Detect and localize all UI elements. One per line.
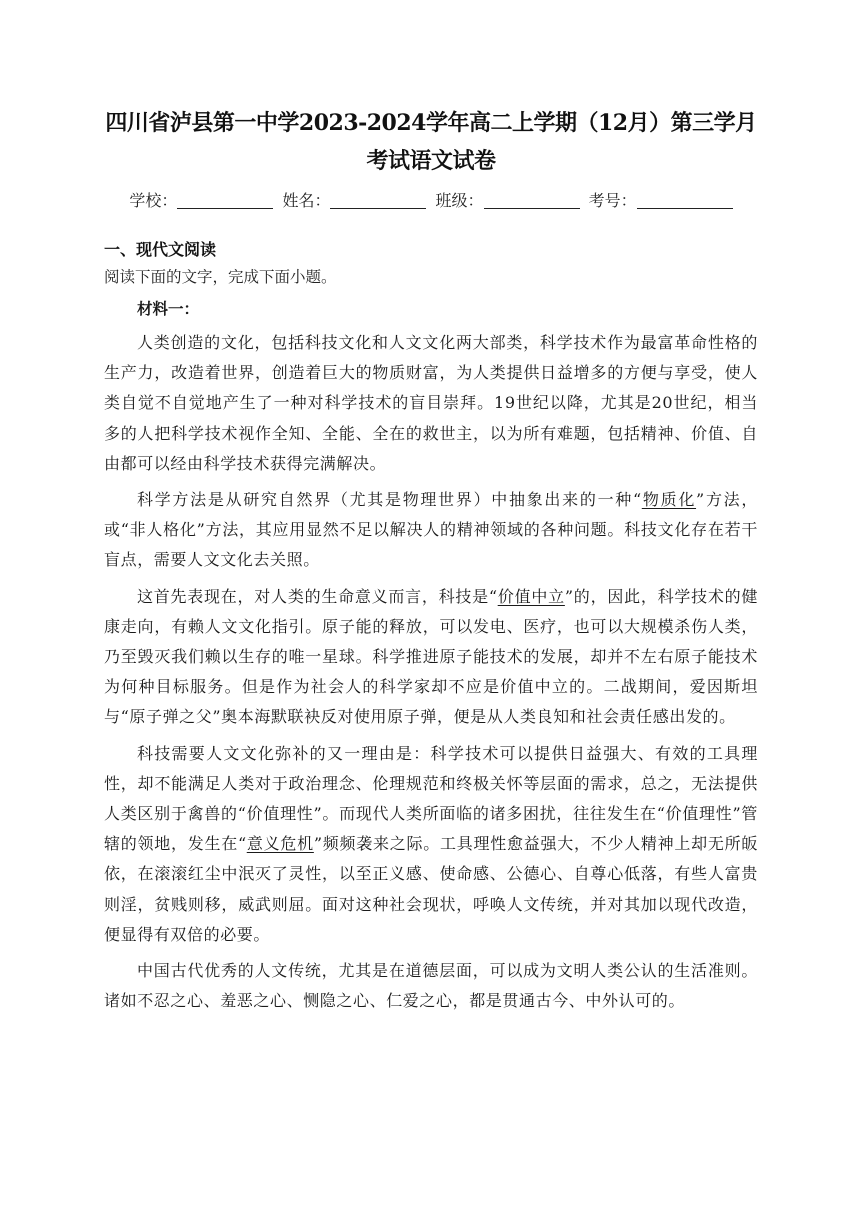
class-field — [436, 188, 580, 214]
underlined-term: 物质化 — [641, 490, 697, 510]
student-info-row — [104, 188, 758, 214]
paragraph-text: ”方法，或“非人格化”方法，其应用显然不足以解决人的精神领域的各种问题。科技文化存在若干盲点，需要人文文化去关照。 — [104, 490, 758, 570]
exam-number-field — [589, 188, 733, 214]
paragraph-text: 人类创造的文化，包括科技文化和人文文化两大部类，科学技术作为最富革命性格的生产力，改造着世界，创造着巨大的物质财富，为人类提供日益增多的方便与享受，使人类自觉不自觉地产生了一种对科学技术的盲目崇拜。19世纪以降，尤其是20世纪，相当多的人把科学技术视作全知、全能、全在的救世主，以为所有难题，包括精神、价值、自由都可以经由科学技术获得完满解决。 — [104, 333, 758, 473]
underlined-term: 价值中立 — [497, 586, 565, 606]
paragraph-3 — [104, 582, 758, 733]
paragraph-text: 中国古代优秀的人文传统，尤其是在道德层面，可以成为文明人类公认的生活准则。诸如不忍之心、羞恶之心、恻隐之心、仁爱之心，都是贯通古今、中外认可的。 — [104, 961, 758, 1011]
school-label: 学校： — [129, 191, 178, 210]
paragraph-4 — [104, 739, 758, 950]
name-label: 姓名： — [282, 191, 331, 210]
paragraph-1 — [104, 328, 758, 479]
paragraph-2 — [104, 485, 758, 576]
exam-number-blank[interactable] — [637, 190, 733, 209]
name-field — [282, 188, 426, 214]
school-field — [129, 188, 273, 214]
underlined-term: 意义危机 — [246, 834, 314, 854]
class-blank[interactable] — [484, 190, 580, 209]
exam-page — [104, 104, 758, 1016]
class-label: 班级： — [435, 191, 484, 210]
section-heading: 一、现代文阅读 — [104, 240, 217, 259]
reading-instruction: 阅读下面的文字，完成下面小题。 — [104, 268, 337, 286]
paragraph-text: 这首先表现在，对人类的生命意义而言，科技是“ — [137, 586, 498, 606]
exam-number-label: 考号： — [588, 191, 637, 210]
exam-title: 四川省泸县第一中学2023-2024学年高二上学期（12月）第三学月考试语文试卷 — [105, 110, 757, 174]
name-blank[interactable] — [330, 190, 426, 209]
school-blank[interactable] — [177, 190, 273, 209]
paragraph-text: ”的，因此，科学技术的健康走向，有赖人文文化指引。原子能的释放，可以发电、医疗，也可以大规模杀伤人类，乃至毁灭我们赖以生存的唯一星球。科学推进原子能技术的发展，却并不左右原子能技术为何种目标服务。但是作为社会人的科学家却不应是价值中立的。二战期间，爱因斯坦与“原子弹之父”奥本海默联袂反对使用原子弹，便是从人类良知和社会责任感出发的。 — [104, 586, 758, 727]
paragraph-text: 科技需要人文文化弥补的又一理由是：科学技术可以提供日益强大、有效的工具理性，却不能满足人类对于政治理念、伦理规范和终极关怀等层面的需求，总之，无法提供人类区别于禽兽的“价值理性”。而现代人类所面临的诸多困扰，往往发生在“价值理性”管辖的领地，发生在“ — [104, 743, 758, 854]
material-label: 材料一： — [137, 300, 200, 318]
paragraph-text: 科学方法是从研究自然界（尤其是物理世界）中抽象出来的一种“ — [137, 490, 642, 510]
paragraph-5 — [104, 956, 758, 1016]
paragraph-text: ”频频袭来之际。工具理性愈益强大，不少人精神上却无所皈依，在滚滚红尘中泯灭了灵性，以至正义感、使命感、公德心、自尊心低落，有些人富贵则淫，贫贱则移，威武则屈。面对这种社会现状，呼唤人文传统，并对其加以现代改造，便显得有双倍的必要。 — [104, 834, 758, 944]
